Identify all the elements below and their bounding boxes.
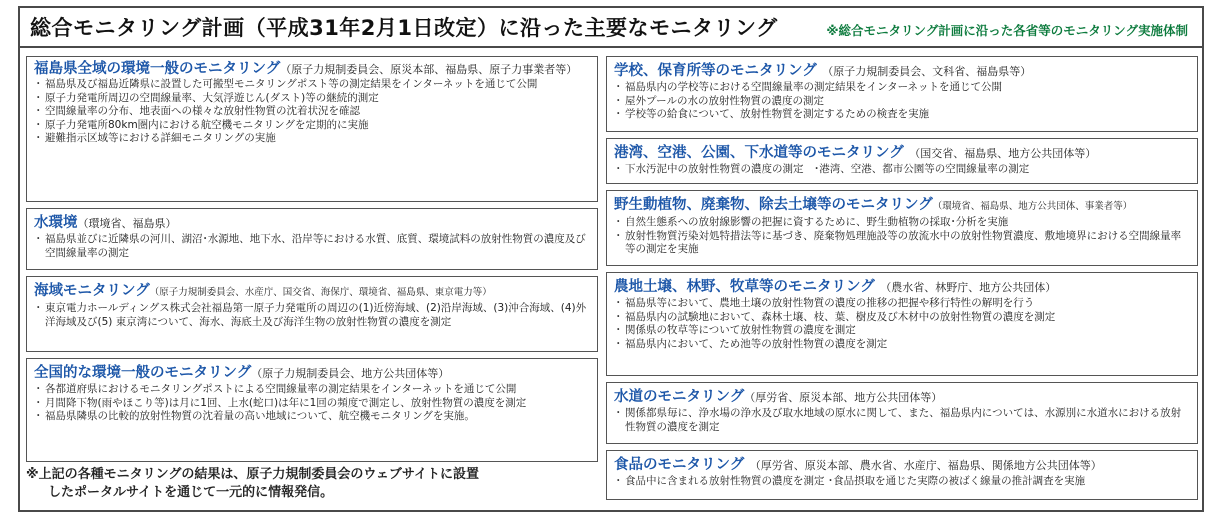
box-title: 食品のモニタリング (614, 457, 745, 473)
list-item: ・ 東京電力ホールディングス株式会社福島第一原子力発電所の周辺の(1)近傍海域、(2)沿岸海域、(3)沖合海域、(4)外洋海域及び(5) 東京湾について、海水、海底土及び海洋生物の放射性物質の濃度を測定 (34, 302, 590, 329)
monitoring-plan-panel (18, 6, 1204, 512)
list-item: ・ 福島県内の試験地において、森林土壌、枝、葉、樹皮及び木材中の放射性物質の濃度を測定 (614, 311, 1190, 325)
box-heading (34, 280, 590, 302)
item-list (34, 383, 590, 424)
monitoring-box-water-environment (26, 208, 598, 270)
footnote-line: したポータルサイトを通じて一元的に情報発信。 (48, 485, 334, 500)
list-item: ・ 福島県並びに近隣県の河川、湖沼･水源地、地下水、沿岸等における水質、底質、環境試料の放射性物質の濃度及び空間線量率の測定 (34, 233, 590, 260)
item-list (614, 407, 1190, 434)
box-organizations: （厚労省、原災本部、地方公共団体等） (744, 391, 943, 404)
list-item: ・ 福島県等において、農地土壌の放射性物質の濃度の推移の把握や移行特性の解明を行う (614, 297, 1190, 311)
monitoring-box-water-supply (606, 382, 1198, 444)
list-item: ・ 関係県の牧草等について放射性物質の濃度を測定 (614, 324, 1190, 338)
box-heading (34, 60, 590, 78)
list-item: ・ 福島県隣県の比較的放射性物質の沈着量の高い地域について、航空機モニタリングを実施。 (34, 410, 590, 424)
monitoring-box-farmland-forest (606, 272, 1198, 376)
list-item: ・ 福島県及び福島近隣県に設置した可搬型モニタリングポスト等の測定結果をインターネットを通じて公開 (34, 78, 590, 92)
monitoring-box-nationwide (26, 358, 598, 462)
box-title: 全国的な環境一般のモニタリング (34, 365, 252, 381)
monitoring-box-ports-airports (606, 138, 1198, 184)
list-item: ・ 避難指示区域等における詳細モニタリングの実施 (34, 132, 590, 146)
item-list (614, 81, 1190, 122)
box-title: 水道のモニタリング (614, 389, 745, 405)
list-item: ・ 関係都県毎に、浄水場の浄水及び取水地域の原水に関して、また、福島県内については、水源別に水道水における放射性物質の濃度を測定 (614, 407, 1190, 434)
item-list (614, 297, 1190, 351)
monitoring-box-wildlife-waste (606, 190, 1198, 266)
box-organizations: （農水省、林野庁、地方公共団体） (874, 281, 1057, 294)
box-title: 海域モニタリング (34, 283, 150, 299)
item-list (614, 216, 1190, 257)
list-item: ・ 各都道府県におけるモニタリングポストによる空間線量率の測定結果をインターネットを通じて公開 (34, 383, 590, 397)
box-heading (614, 194, 1190, 216)
list-item: ・ 原子力発電所周辺の空間線量率、大気浮遊じん(ダスト)等の継続的測定 (34, 92, 590, 106)
box-heading (614, 60, 1190, 81)
list-item: ・ 福島県内において、ため池等の放射性物質の濃度を測定 (614, 338, 1190, 352)
box-organizations: （環境省、福島県） (77, 217, 177, 230)
list-item: ・ 自然生態系への放射線影響の把握に資するために、野生動植物の採取･分析を実施 (614, 216, 1190, 230)
box-organizations: （厚労省、原災本部、農水省、水産庁、福島県、関係地方公共団体等） (744, 459, 1102, 472)
list-item: ・ 空間線量率の分布、地表面への様々な放射性物質の沈着状況を確認 (34, 105, 590, 119)
monitoring-box-fukushima-environment (26, 56, 598, 202)
item-list (34, 233, 590, 260)
box-title: 港湾、空港、公園、下水道等のモニタリング (614, 145, 904, 161)
page-title: 総合モニタリング計画（平成31年2月1日改定）に沿った主要なモニタリング (30, 16, 778, 40)
footnote (26, 466, 598, 502)
list-item: ・ 食品中に含まれる放射性物質の濃度を測定 ･食品摂取を通じた実際の被ばく線量の推計調査を実施 (614, 475, 1190, 489)
list-item: ・ 学校等の給食について、放射性物質を測定するための検査を実施 (614, 108, 1190, 122)
list-item: ・ 放射性物質汚染対処特措法等に基づき、廃棄物処理施設等の放流水中の放射性物質濃度、敷地境界における空間線量率等の測定を実施 (614, 230, 1190, 257)
box-organizations: （原子力規制委員会、地方公共団体等） (251, 367, 450, 380)
box-heading (614, 386, 1190, 407)
box-heading (614, 276, 1190, 297)
box-title: 農地土壌、林野、牧草等のモニタリング (614, 279, 875, 295)
item-list (614, 163, 1190, 177)
box-title: 福島県全域の環境一般のモニタリング (34, 61, 281, 77)
monitoring-box-schools (606, 56, 1198, 132)
box-heading (34, 362, 590, 383)
box-organizations: （原子力規制委員会、原災本部、福島県、原子力事業者等） (280, 63, 578, 76)
item-list (614, 475, 1190, 489)
box-title: 学校、保育所等のモニタリング (614, 63, 817, 79)
list-item: ・ 原子力発電所80km圏内における航空機モニタリングを定期的に実施 (34, 119, 590, 133)
item-list (34, 78, 590, 146)
box-title: 野生動植物、廃棄物、除去土壌等のモニタリング (614, 197, 933, 213)
box-heading (614, 142, 1190, 163)
monitoring-box-food (606, 450, 1198, 500)
monitoring-box-sea-area (26, 276, 598, 352)
list-item: ・ 福島県内の学校等における空間線量率の測定結果をインターネットを通じて公開 (614, 81, 1190, 95)
box-heading (34, 212, 590, 233)
footnote-line: ※上記の各種モニタリングの結果は、原子力規制委員会のウェブサイトに設置 (26, 467, 479, 482)
box-organizations: （国交省、福島県、地方公共団体等） (903, 147, 1097, 160)
box-organizations: （原子力規制委員会、文科省、福島県等） (816, 65, 1032, 78)
list-item: ・ 屋外プールの水の放射性物質の濃度の測定 (614, 95, 1190, 109)
box-heading (614, 454, 1190, 475)
list-item: ・ 下水汚泥中の放射性物質の濃度の測定 ･港湾、空港、都市公園等の空間線量率の測定 (614, 163, 1190, 177)
page-subtitle: ※総合モニタリング計画に沿った各省等のモニタリング実施体制 (826, 23, 1188, 38)
item-list (34, 302, 590, 329)
title-bar (20, 8, 1202, 48)
box-title: 水環境 (34, 215, 78, 231)
list-item: ・ 月間降下物(雨やほこり等)は月に1回、上水(蛇口)は年に1回の頻度で測定し、放射性物質の濃度を測定 (34, 397, 590, 411)
box-organizations: （原子力規制委員会、水産庁、国交省、海保庁、環境省、福島県、東京電力等） (149, 287, 492, 298)
box-organizations: （環境省、福島県、地方公共団体、事業者等） (932, 201, 1133, 212)
